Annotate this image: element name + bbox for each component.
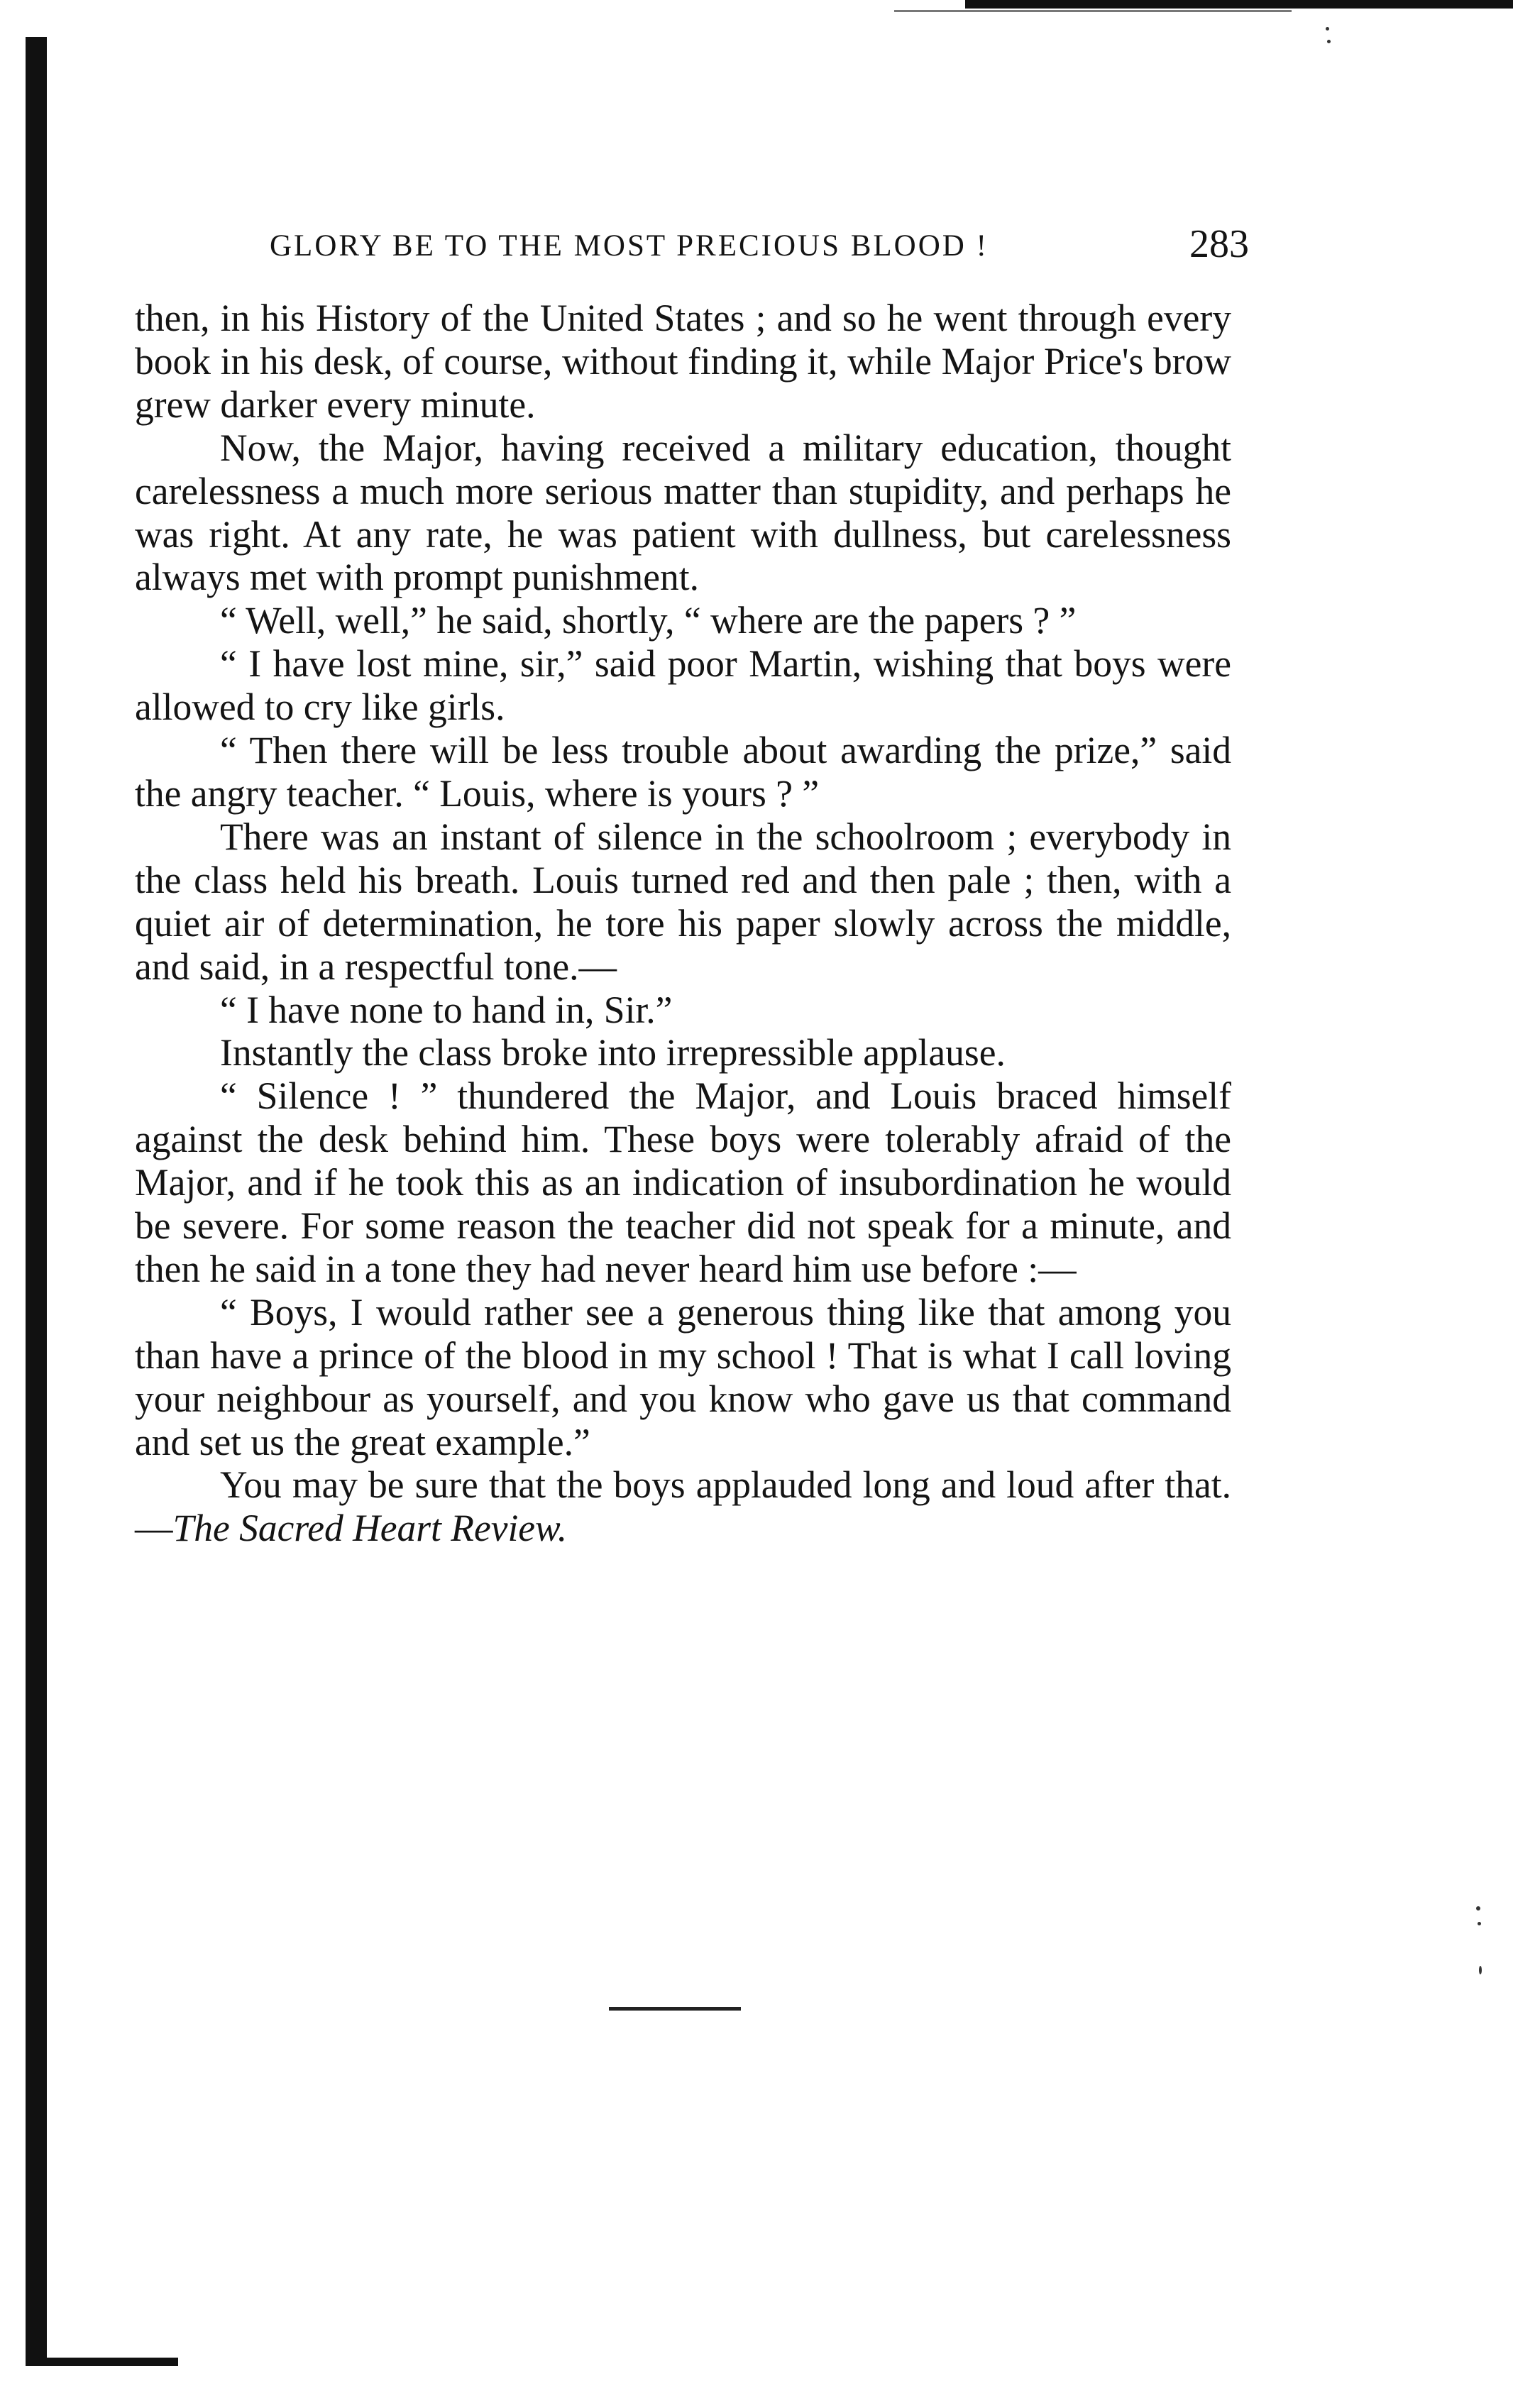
scan-edge-bottom: [26, 2358, 178, 2366]
scan-speck: [1476, 1906, 1480, 1911]
scan-speck: [1327, 40, 1331, 43]
page-header: [270, 221, 1249, 278]
scan-speck: [1478, 1922, 1481, 1925]
body-text: [135, 297, 1231, 1550]
paragraph: “ Well, well,” he said, shortly, “ where are the papers ? ”: [220, 599, 1077, 642]
scan-edge-top-line: [894, 10, 1292, 12]
closing-text: You may be sure that the boys applauded long and loud after that.—: [135, 1463, 1231, 1550]
scan-speck: [1479, 1966, 1482, 1974]
paragraph: There was an instant of silence in the schoolroom ; everybody in the class held his breath. Louis turned red and then pale ; then, with a quiet air of determination, he tore his paper slowly across the middle, and said, in a respectful tone.—: [135, 815, 1231, 988]
paragraph: “ I have lost mine, sir,” said poor Martin, wishing that boys were allowed to cry like girls.: [135, 642, 1231, 729]
scan-edge-left: [26, 37, 47, 2365]
paragraph: “ Then there will be less trouble about awarding the prize,” said the angry teacher. “ Louis, where is yours ? ”: [135, 729, 1231, 815]
paragraph: “ I have none to hand in, Sir.”: [220, 988, 673, 1031]
page-number: 283: [1189, 222, 1249, 266]
paragraph: “ Boys, I would rather see a generous thing like that among you than have a prince of the blood in my school ! That is what I call loving your neighbour as yourself, and you know who gave us that command and set us the great example.”: [135, 1290, 1231, 1463]
scan-speck: [1326, 27, 1329, 31]
end-rule: [609, 2007, 741, 2011]
closing-paragraph: [135, 1463, 1231, 1550]
paragraph: then, in his History of the United States ; and so he went through every book in his desk, of course, without finding it, while Major Price's brow grew darker every minute.: [135, 297, 1231, 426]
scan-edge-top: [965, 0, 1513, 9]
paragraph: Instantly the class broke into irrepressible applause.: [220, 1031, 1006, 1074]
paragraph: “ Silence ! ” thundered the Major, and Louis braced himself against the desk behind him. These boys were tolerably afraid of the Major, and if he took this as an indication of insubordination he would be severe. For some reason the teacher did not speak for a minute, and then he said in a tone they had never heard him use before :—: [135, 1074, 1231, 1290]
source-citation: The Sacred Heart Review.: [172, 1507, 568, 1550]
running-head: GLORY BE TO THE MOST PRECIOUS BLOOD !: [270, 229, 989, 263]
paragraph: Now, the Major, having received a military education, thought carelessness a much more serious matter than stupidity, and perhaps he was right. At any rate, he was patient with dullness, but carelessness always met with prompt punishment.: [135, 426, 1231, 599]
